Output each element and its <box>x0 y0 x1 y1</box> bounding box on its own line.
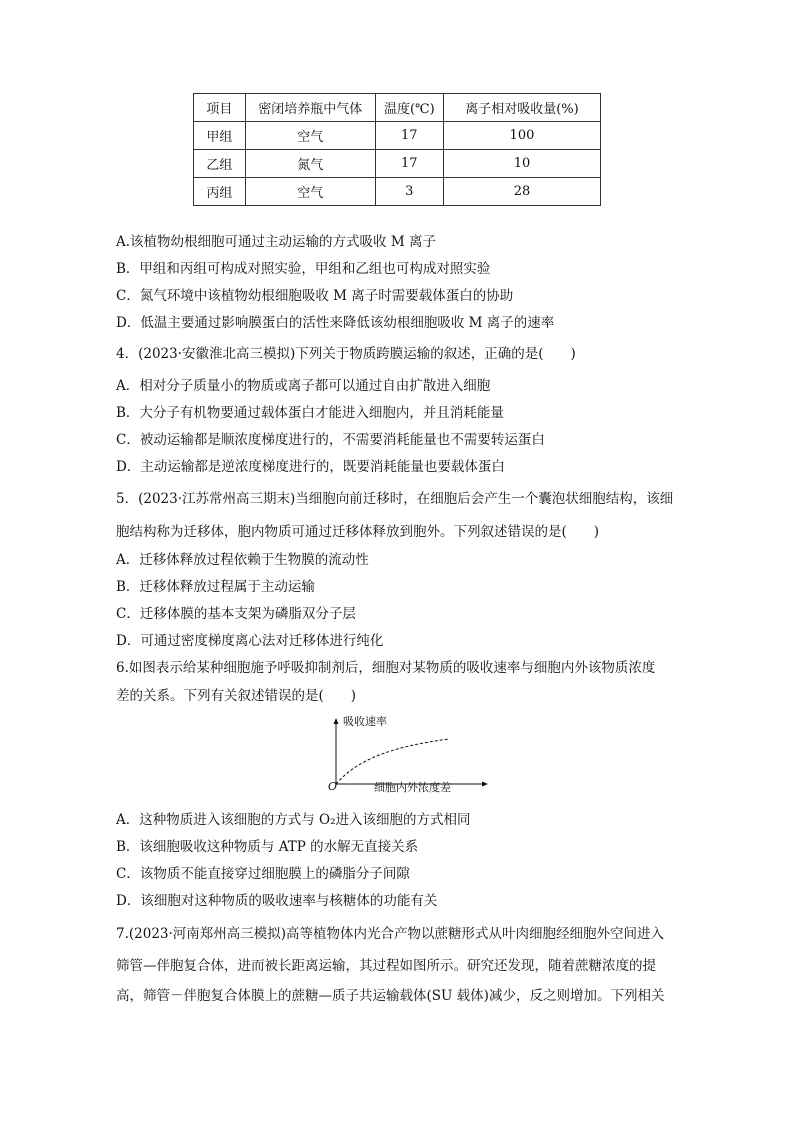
q3-option-d: D．低温主要通过影响膜蛋白的活性来降低该幼根细胞吸收 M 离子的速率 <box>116 315 555 331</box>
table-row <box>194 122 601 150</box>
q6-option-d: D．该细胞对这种物质的吸收速率与核糖体的功能有关 <box>116 893 438 909</box>
q4-option-d: D．主动运输都是逆浓度梯度进行的，既要消耗能量也要载体蛋白 <box>116 459 505 475</box>
q3-option-a: A.该植物幼根细胞可通过主动运输的方式吸收 M 离子 <box>116 234 436 250</box>
table-header-cell: 离子相对吸收量(%) <box>443 94 600 122</box>
table-cell: 空气 <box>245 178 375 206</box>
origin-label: O <box>328 780 338 793</box>
q6-option-a: A．这种物质进入该细胞的方式与 O₂进入该细胞的方式相同 <box>116 812 471 828</box>
q4-stem: 4．(2023·安徽淮北高三模拟)下列关于物质跨膜运输的叙述，正确的是( ) <box>116 346 576 362</box>
table-cell: 空气 <box>245 122 375 150</box>
q5-option-d: D．可通过密度梯度离心法对迁移体进行纯化 <box>116 633 384 649</box>
table-cell: 丙组 <box>194 178 246 206</box>
q7-stem-line1: 7.(2023·河南郑州高三模拟)高等植物体内光合产物以蔗糖形式从叶肉细胞经细胞外空间进入 <box>116 926 665 942</box>
q5-stem-line1: 5．(2023·江苏常州高三期末)当细胞向前迁移时，在细胞后会产生一个囊泡状细胞结构，该细 <box>116 491 674 507</box>
q6-option-b: B．该细胞吸收这种物质与 ATP 的水解无直接关系 <box>116 839 419 855</box>
table-header-row <box>194 94 601 122</box>
q4-option-a: A．相对分子质量小的物质或离子都可以通过自由扩散进入细胞 <box>116 378 491 394</box>
q6-stem-line2: 差的关系。下列有关叙述错误的是( ) <box>116 688 357 704</box>
y-axis-label: 吸收速率 <box>343 715 387 728</box>
q4-option-c: C．被动运输都是顺浓度梯度进行的，不需要消耗能量也不需要转运蛋白 <box>116 432 545 448</box>
q5-stem-line2: 胞结构称为迁移体，胞内物质可通过迁移体释放到胞外。下列叙述错误的是( ) <box>116 524 600 540</box>
table-cell: 28 <box>443 178 600 206</box>
q6-stem-line1: 6.如图表示给某种细胞施予呼吸抑制剂后，细胞对某物质的吸收速率与细胞内外该物质浓度 <box>116 660 656 676</box>
table-header-cell: 项目 <box>194 94 246 122</box>
q3-option-b: B．甲组和丙组可构成对照实验，甲组和乙组也可构成对照实验 <box>116 261 491 277</box>
q5-option-b: B．迁移体释放过程属于主动运输 <box>116 579 315 595</box>
table-cell: 100 <box>443 122 600 150</box>
q5-option-a: A．迁移体释放过程依赖于生物膜的流动性 <box>116 552 369 568</box>
table-header-cell: 温度(℃) <box>375 94 443 122</box>
table-cell: 10 <box>443 150 600 178</box>
table-row <box>194 150 601 178</box>
q7-stem-line3: 高，筛管－伴胞复合体膜上的蔗糖—质子共运输载体(SU 载体)减少，反之则增加。下列相关 <box>116 988 665 1004</box>
table-header-cell: 密闭培养瓶中气体 <box>245 94 375 122</box>
q3-option-c: C．氮气环境中该植物幼根细胞吸收 M 离子时需要载体蛋白的协助 <box>116 288 514 304</box>
table-cell: 17 <box>375 150 443 178</box>
table-cell: 氮气 <box>245 150 375 178</box>
y-axis-arrow-icon <box>334 718 339 724</box>
table-cell: 甲组 <box>194 122 246 150</box>
q7-stem-line2: 筛管—伴胞复合体，进而被长距离运输，其过程如图所示。研究还发现，随着蔗糖浓度的提 <box>116 958 656 974</box>
table-cell: 17 <box>375 122 443 150</box>
table-row <box>194 178 601 206</box>
table-cell: 3 <box>375 178 443 206</box>
absorption-rate-graph <box>318 713 488 797</box>
experiment-table <box>193 93 601 206</box>
absorption-curve <box>336 739 449 784</box>
q5-option-c: C．迁移体膜的基本支架为磷脂双分子层 <box>116 606 356 622</box>
x-axis-label: 细胞内外浓度差 <box>374 781 451 794</box>
table-cell: 乙组 <box>194 150 246 178</box>
x-axis-arrow-icon <box>482 782 488 787</box>
q6-option-c: C．该物质不能直接穿过细胞膜上的磷脂分子间隙 <box>116 866 410 882</box>
q4-option-b: B．大分子有机物要通过载体蛋白才能进入细胞内，并且消耗能量 <box>116 405 504 421</box>
